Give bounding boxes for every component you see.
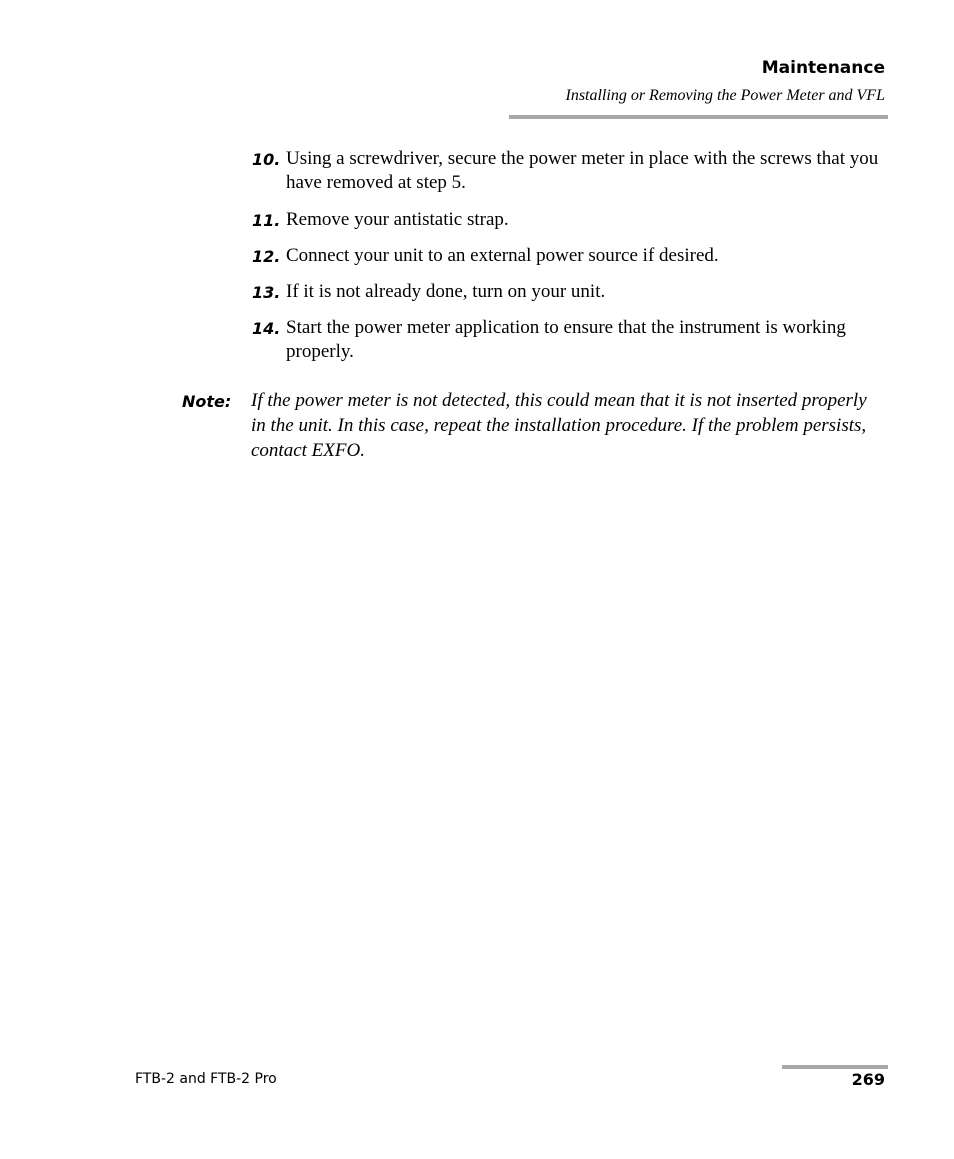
note-text: If the power meter is not detected, this could mean that it is not inserted properly in the unit. In this case, repeat the installation procedure. If the problem persists, contact EXFO. [251, 390, 867, 461]
section-title: Maintenance [761, 58, 885, 78]
note-block [182, 388, 882, 463]
step-text: Connect your unit to an external power source if desired. [286, 245, 719, 266]
step-10 [252, 147, 892, 195]
step-number: 12. [252, 247, 281, 266]
step-number: 11. [252, 211, 281, 230]
step-text: Using a screwdriver, secure the power meter in place with the screws that you have removed at step 5. [286, 148, 879, 193]
step-11 [252, 208, 892, 232]
section-subtitle: Installing or Removing the Power Meter and VFL [565, 87, 885, 104]
step-number: 14. [252, 319, 281, 338]
header-divider [509, 115, 888, 119]
step-text: If it is not already done, turn on your unit. [286, 281, 606, 302]
note-label: Note: [182, 392, 232, 411]
step-text: Start the power meter application to ensure that the instrument is working properly. [286, 317, 846, 362]
page-number: 269 [851, 1070, 885, 1089]
step-number: 13. [252, 283, 281, 302]
step-14 [252, 316, 892, 364]
footer-product-name: FTB-2 and FTB-2 Pro [135, 1071, 277, 1087]
step-text: Remove your antistatic strap. [286, 209, 509, 230]
step-13 [252, 280, 892, 304]
step-number: 10. [252, 150, 281, 169]
step-12 [252, 244, 892, 268]
footer-divider [782, 1065, 888, 1069]
